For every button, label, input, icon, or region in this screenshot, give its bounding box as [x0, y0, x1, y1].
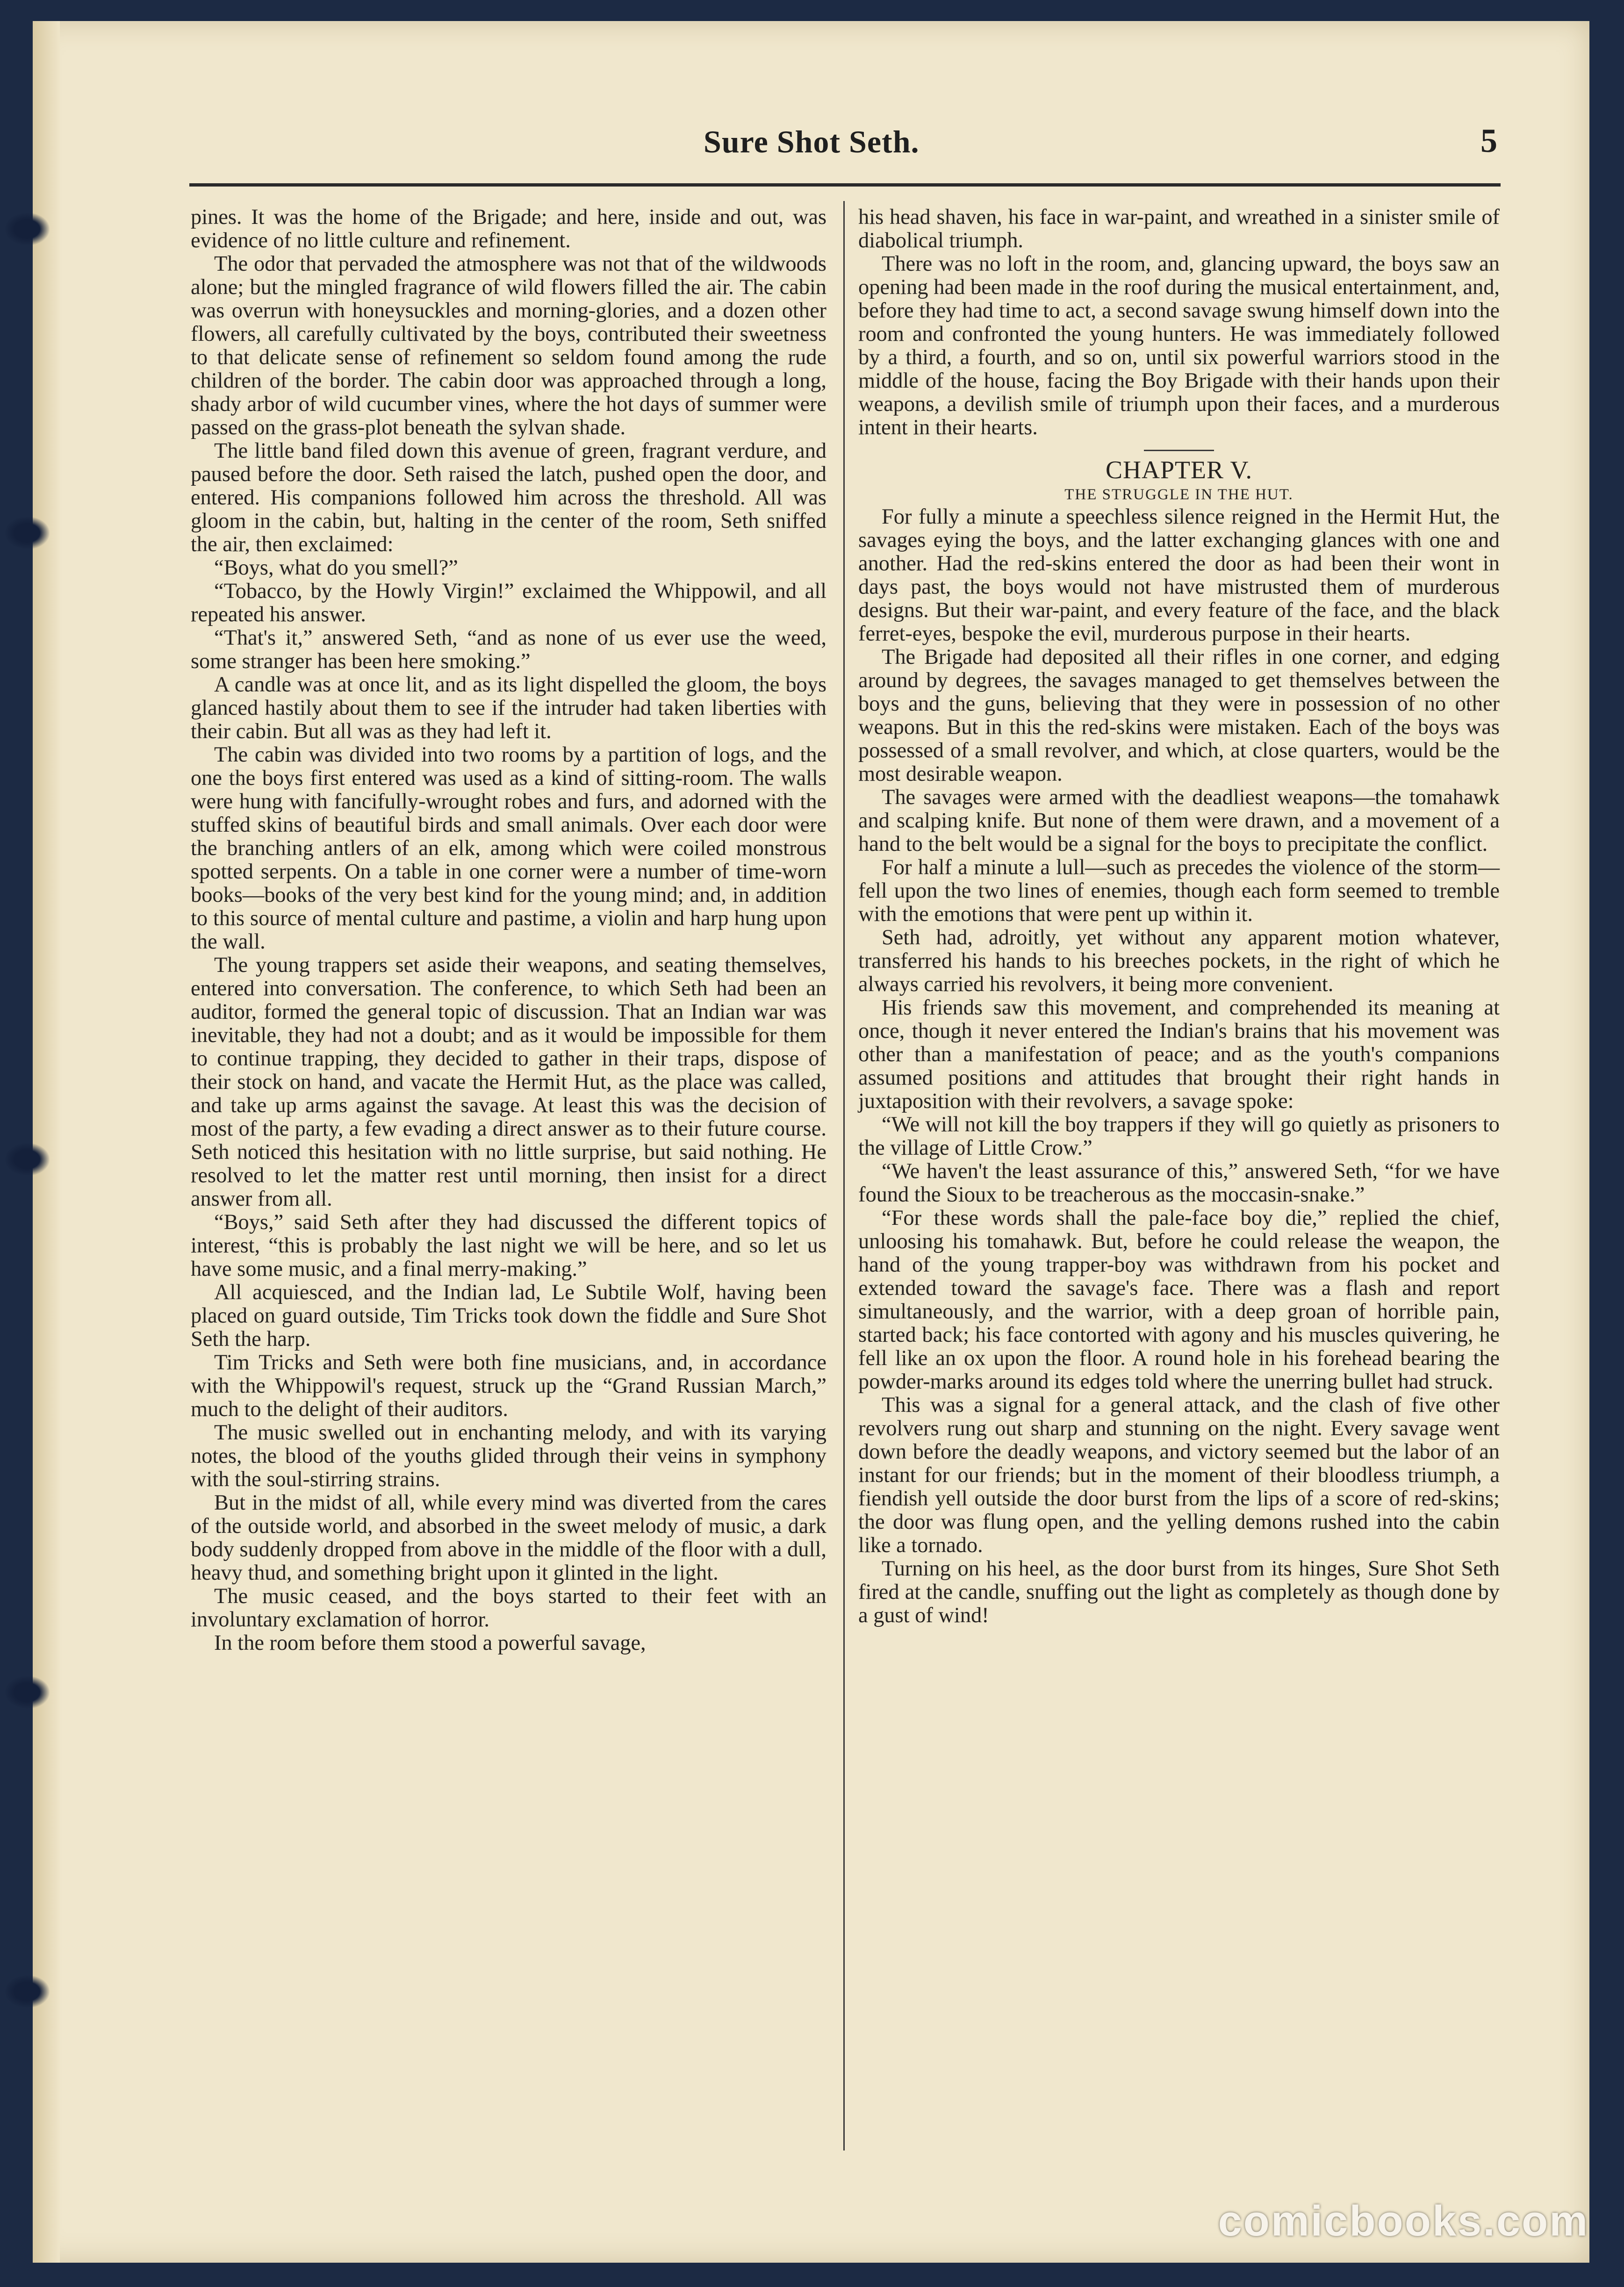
paragraph: “We haven't the least assurance of this,” answered Seth, “for we have found the Sioux to be treacherous as the moccasin-snake.” [858, 1159, 1500, 1207]
staple-hole [5, 1676, 50, 1709]
paragraph: his head shaven, his face in war-paint, and wreathed in a sinister smile of diabolical triumph. [858, 205, 1500, 252]
right-column [858, 206, 1500, 1627]
paragraph: Tim Tricks and Seth were both fine musicians, and, in accordance with the Whippowil's request, struck up the “Grand Russian March,” much to the delight of their auditors. [191, 1351, 826, 1421]
paragraph: There was no loft in the room, and, glancing upward, the boys saw an opening had been made in the roof during the musical entertainment, and, before they had time to act, a second savage swung himself down into the room and confronted the young hunters. He was immediately followed by a third, a fourth, and so on, until six powerful warriors stood in the middle of the house, facing the Boy Brigade with their hands upon their weapons, a devilish smile of triumph upon their faces, and a murderous intent in their hearts. [858, 252, 1500, 439]
paragraph: A candle was at once lit, and as its light dispelled the gloom, the boys glanced hastily about them to see if the intruder had taken liberties with their cabin. But all was as they had left it. [191, 673, 826, 743]
page-spine-edge [33, 21, 60, 2263]
running-title: Sure Shot Seth. [704, 124, 920, 159]
chapter-subtitle: THE STRUGGLE IN THE HUT. [1064, 486, 1293, 503]
running-header [189, 117, 1517, 168]
chapter-rule [1144, 450, 1214, 451]
paragraph: pines. It was the home of the Brigade; and here, inside and out, was evidence of no little culture and refinement. [191, 205, 826, 252]
chapter-title: CHAPTER V. [1105, 456, 1253, 484]
paragraph: The young trappers set aside their weapons, and seating themselves, entered into conversation. The conference, to which Seth had been an auditor, formed the general topic of discussion. That an Indian war was inevitable, they had not a doubt; and as it would be impossible for them to continue trapping, they decided to gather in their traps, dispose of their stock on hand, and vacate the Hermit Hut, as the place was called, and take up arms against the savage. At least this was the decision of most of the party, a few evading a direct answer as to their future course. Seth noticed this hesitation with no little surprise, but said nothing. He resolved to let the matter rest until morning, then insist for a direct answer from all. [191, 953, 826, 1211]
paragraph: The Brigade had deposited all their rifles in one corner, and edging around by degrees, the savages managed to get themselves between the boys and the guns, believing that they were in possession of no other weapons. But in this the red-skins were mistaken. Each of the boys was possessed of a small revolver, and which, at close quarters, would be the most desirable weapon. [858, 645, 1500, 786]
paragraph: His friends saw this movement, and comprehended its meaning at once, though it never entered the Indian's brains that his movement was other than a manifestation of peace; and as the youth's companions assumed positions and attitudes that brought their right hands in juxtaposition with their revolvers, a savage spoke: [858, 996, 1500, 1113]
paragraph: This was a signal for a general attack, and the clash of five other revolvers rung out sharp and stunning on the night. Every savage went down before the deadly weapons, and victory seemed but the labor of an instant for our friends; but in the moment of their bloodless triumph, a fiendish yell outside the door burst from the lips of a score of red-skins; the door was flung open, and the yelling demons rushed into the cabin like a tornado. [858, 1393, 1500, 1557]
left-column [191, 206, 826, 1655]
paragraph: All acquiesced, and the Indian lad, Le Subtile Wolf, having been placed on guard outside, Tim Tricks took down the fiddle and Sure Shot Seth the harp. [191, 1280, 826, 1351]
paragraph: “Tobacco, by the Howly Virgin!” exclaimed the Whippowil, and all repeated his answer. [191, 579, 826, 626]
paragraph: The savages were armed with the deadliest weapons—the tomahawk and scalping knife. But none of them were drawn, and a movement of a hand to the belt would be a signal for the boys to precipitate the conflict. [858, 785, 1500, 856]
paragraph: Seth had, adroitly, yet without any apparent motion whatever, transferred his hands to his breeches pockets, in the right of which he always carried his revolvers, it being more convenient. [858, 926, 1500, 996]
paragraph: “We will not kill the boy trappers if they will go quietly as prisoners to the village of Little Crow.” [858, 1113, 1500, 1160]
paragraph: The music ceased, and the boys started to their feet with an involuntary exclamation of horror. [191, 1584, 826, 1632]
paragraph: “For these words shall the pale-face boy die,” replied the chief, unloosing his tomahawk. But, before he could release the weapon, the hand of the young trapper-boy was withdrawn from his pocket and extended toward the savage's face. There was a flash and report simultaneously, and the warrior, with a deep groan of horrible pain, started back; his face contorted with agony and his muscles quivering, he fell like an ox upon the floor. A round hole in his forehead bearing the powder-marks around its edges told where the unerring bullet had struck. [858, 1206, 1500, 1394]
paragraph: The music swelled out in enchanting melody, and with its varying notes, the blood of the youths glided through their veins in symphony with the soul-stirring strains. [191, 1421, 826, 1491]
paragraph: For fully a minute a speechless silence reigned in the Hermit Hut, the savages eying the boys, and the latter exchanging glances with one and another. Had the red-skins entered the door as had been their wont in days past, the boys would not have mistrusted them of murderous designs. But their war-paint, and every feature of the face, and the black ferret-eyes, bespoke the evil, murderous purpose in their hearts. [858, 505, 1500, 646]
paragraph: Turning on his heel, as the door burst from its hinges, Sure Shot Seth fired at the candle, snuffing out the light as completely as though done by a gust of wind! [858, 1557, 1500, 1627]
paragraph: In the room before them stood a powerful savage, [214, 1631, 646, 1655]
paragraph: The little band filed down this avenue of green, fragrant verdure, and paused before the door. Seth raised the latch, pushed open the door, and entered. His companions followed him across the threshold. All was gloom in the cabin, but, halting in the center of the room, Seth sniffed the air, then exclaimed: [191, 439, 826, 556]
paragraph: “Boys, what do you smell?” [214, 556, 458, 580]
paragraph: The odor that pervaded the atmosphere was not that of the wildwoods alone; but the mingled fragrance of wild flowers filled the air. The cabin was overrun with honeysuckles and morning-glories, and a dozen other flowers, all carefully cultivated by the boys, contributed their sweetness to that delicate sense of refinement so seldom found among the rude children of the border. The cabin door was approached through a long, shady arbor of wild cucumber vines, where the hot days of summer were passed on the grass-plot beneath the sylvan shade. [191, 252, 826, 439]
staple-hole [5, 1143, 50, 1176]
watermark: comicbooks.com [1218, 2197, 1589, 2245]
staple-hole [5, 1975, 50, 2008]
header-rule [189, 183, 1501, 187]
staple-hole [5, 517, 50, 549]
staple-hole [5, 213, 50, 245]
page-number: 5 [1480, 122, 1497, 159]
paragraph: But in the midst of all, while every mind was diverted from the cares of the outside world, and absorbed in the sweet melody of music, a dark body suddenly dropped from above in the middle of the floor with a dull, heavy thud, and something bright upon it glinted in the light. [191, 1491, 826, 1585]
paragraph: For half a minute a lull—such as precedes the violence of the storm—fell upon the two lines of enemies, though each form seemed to tremble with the emotions that were pent up within it. [858, 856, 1500, 926]
paragraph: “Boys,” said Seth after they had discussed the different topics of interest, “this is probably the last night we will be here, and so let us have some music, and a final merry-making.” [191, 1210, 826, 1281]
paragraph: “That's it,” answered Seth, “and as none of us ever use the weed, some stranger has been here smoking.” [191, 626, 826, 673]
paragraph: The cabin was divided into two rooms by a partition of logs, and the one the boys first entered was used as a kind of sitting-room. The walls were hung with fancifully-wrought robes and furs, and adorned with the stuffed skins of beautiful birds and small animals. Over each door were the branching antlers of an elk, among which were coiled monstrous spotted serpents. On a table in one corner were a number of time-worn books—books of the very best kind for the young mind; and, in addition to this source of mental culture and pastime, a violin and harp hung upon the wall. [191, 743, 826, 954]
column-divider [843, 201, 845, 2150]
